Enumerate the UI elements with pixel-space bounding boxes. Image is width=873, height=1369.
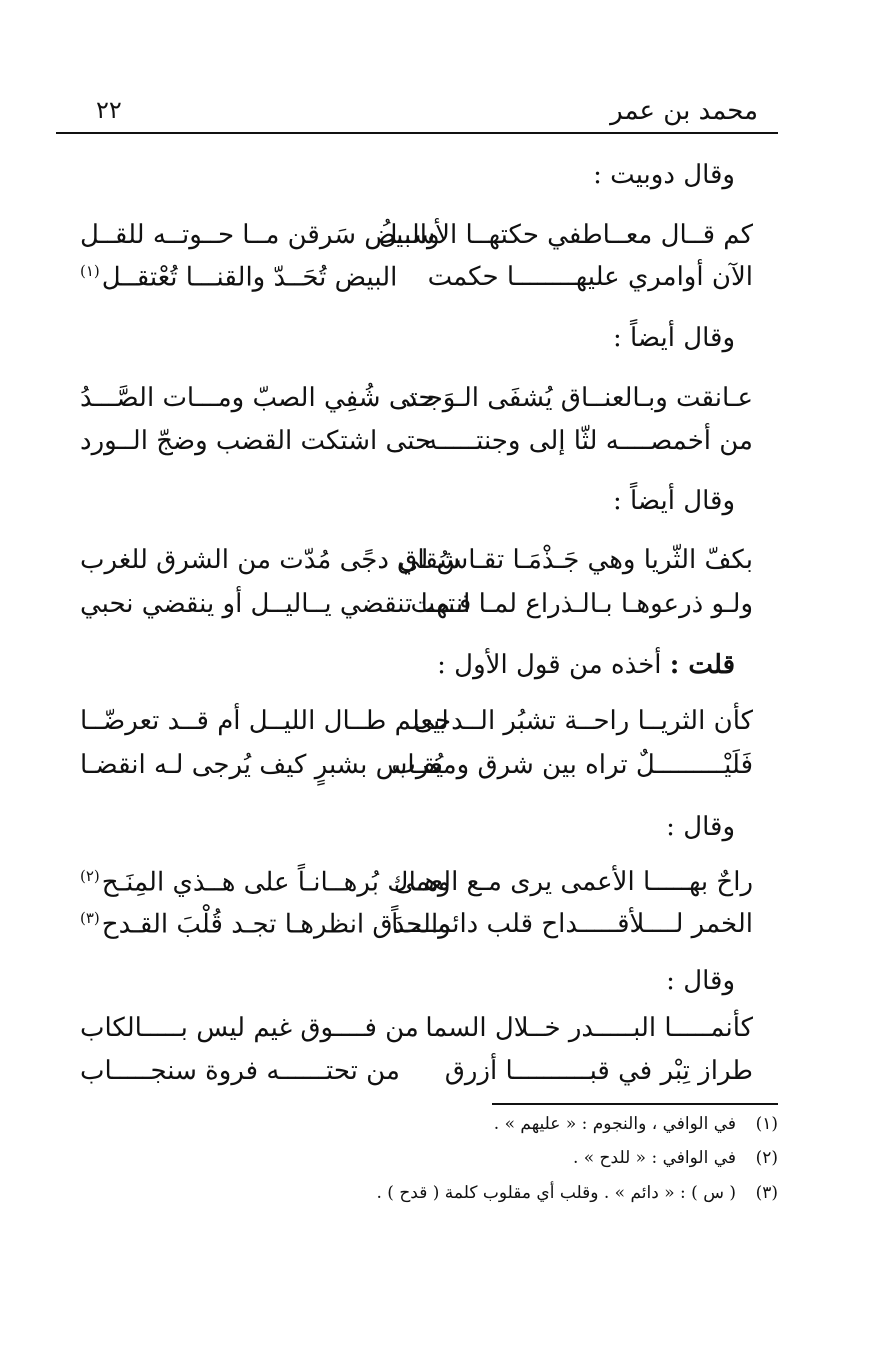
- footnote-marker: (٢): [80, 867, 100, 885]
- footnote: [573, 1148, 778, 1168]
- right-hemistich: كم قــال معــاطفي حكتهــا الأســلُ: [378, 220, 753, 250]
- right-hemistich: راحٌ بهـــــا الأعمى يرى مـع العمى: [393, 867, 753, 897]
- footnote: [494, 1114, 778, 1134]
- right-hemistich: عـانقت وبـالعنــاق يُشفَى الـوَجـد: [405, 383, 753, 413]
- left-hemistich: حتى شُفِي الصبّ ومـــات الصَّـــدُ: [80, 383, 435, 413]
- verse-line: [80, 1056, 753, 1096]
- left-hemistich: [80, 867, 450, 898]
- left-hemistich: فـمـا تنقضي يــاليــل أو ينقضي نحبي: [80, 589, 472, 619]
- footnote-marker: (١): [80, 262, 100, 280]
- right-hemistich: كأنمـــــا البـــــدر خــلال السما: [425, 1013, 753, 1043]
- footnote-text: في الوافي : « للدح » .: [572, 1148, 736, 1168]
- poem-intro: وقال :: [666, 966, 735, 996]
- verse-line: [80, 383, 753, 423]
- left-hemistich: والبيض سَرقن مــا حــوتــه للقــل: [80, 220, 440, 250]
- right-hemistich: طراز تِبْر في قبــــــــــا أزرق: [444, 1056, 753, 1086]
- poem-intro: وقال :: [666, 812, 735, 842]
- left-hemistich: [80, 262, 397, 293]
- verse-line: [80, 545, 753, 585]
- footnote-number: (٣): [755, 1183, 778, 1203]
- left-hemistich: حتى اشتكت القضب وضجّ الــورد: [80, 426, 432, 456]
- page-number: ٢٢: [96, 96, 122, 124]
- verse-line: [80, 1013, 753, 1053]
- left-hemistich: من تحتــــــه فروة سنجـــــاب: [80, 1056, 400, 1086]
- footnote-text: ( س ) : « دائم » . وقلب أي مقلوب كلمة ( قدح ) .: [376, 1183, 736, 1203]
- left-hemistich: من فــــوق غيم ليس بـــــالكاب: [80, 1013, 419, 1043]
- hemistich-text: والحدَق انظرهـا تجـد قُلْبَ القـدح: [101, 909, 451, 940]
- footnote-number: (٢): [755, 1148, 778, 1168]
- footnote-rule: [492, 1103, 778, 1105]
- verse-line: [80, 589, 753, 629]
- verse-line: [80, 426, 753, 466]
- right-hemistich: بكفّ الثّريا وهي جَـذْمَـا تقـاسُ لي: [398, 545, 753, 575]
- poem-intro: وقال أيضاً :: [612, 486, 735, 516]
- intro-text: أخذه من قول الأول :: [437, 650, 662, 680]
- verse-line: [80, 262, 753, 302]
- running-title: محمد بن عمر: [610, 96, 758, 126]
- intro-bold-label: قلت :: [669, 650, 735, 680]
- hemistich-text: وهـاك بُرهــانـاً على هــذي المِنَـح: [101, 867, 451, 898]
- header-rule: [56, 132, 778, 134]
- left-hemistich: شقاق دجًى مُدّت من الشرق للغرب: [80, 545, 461, 575]
- left-hemistich: يُقـاس بشبرٍ كيف يُرجى لـه انقضـا: [80, 750, 444, 780]
- poem-intro: وقال دوبيت :: [593, 160, 735, 190]
- right-hemistich: كأن الثريــا راحــة تشبُر الــدجى: [413, 706, 753, 736]
- poem-intro: وقال أيضاً :: [612, 323, 735, 353]
- left-hemistich: ليعلم طــال الليــل أم قــد تعرضّــا: [80, 706, 449, 736]
- hemistich-text: البيض تُحَــدّ والقنـــا تُعْتقــل: [101, 262, 398, 293]
- verse-line: [80, 867, 753, 907]
- left-hemistich: [80, 909, 451, 940]
- right-hemistich: الخمر لــــلأقـــــداح قلب دائمـــــاً: [391, 909, 753, 939]
- right-hemistich: من أخمصــــه لثّا إلى وجنتـــــه: [424, 426, 753, 456]
- verse-line: [80, 909, 753, 949]
- right-hemistich: ولـو ذرعوهـا بـالـذراع لمـا انتهت: [410, 589, 753, 619]
- footnote-marker: (٣): [80, 909, 100, 927]
- verse-line: [80, 220, 753, 260]
- page-header: [56, 92, 778, 136]
- right-hemistich: الآن أوامري عليهــــــــا حكمت: [427, 262, 753, 292]
- footnote-number: (١): [755, 1114, 778, 1134]
- verse-line: [80, 750, 753, 790]
- footnote-text: في الوافي ، والنجوم : « عليهم » .: [493, 1114, 736, 1134]
- verse-line: [80, 706, 753, 746]
- footnote: [376, 1183, 778, 1203]
- right-hemistich: فَلَيْـــــــــلٌ تراه بين شرق ومغرب: [391, 750, 753, 780]
- poem-intro: [437, 650, 735, 680]
